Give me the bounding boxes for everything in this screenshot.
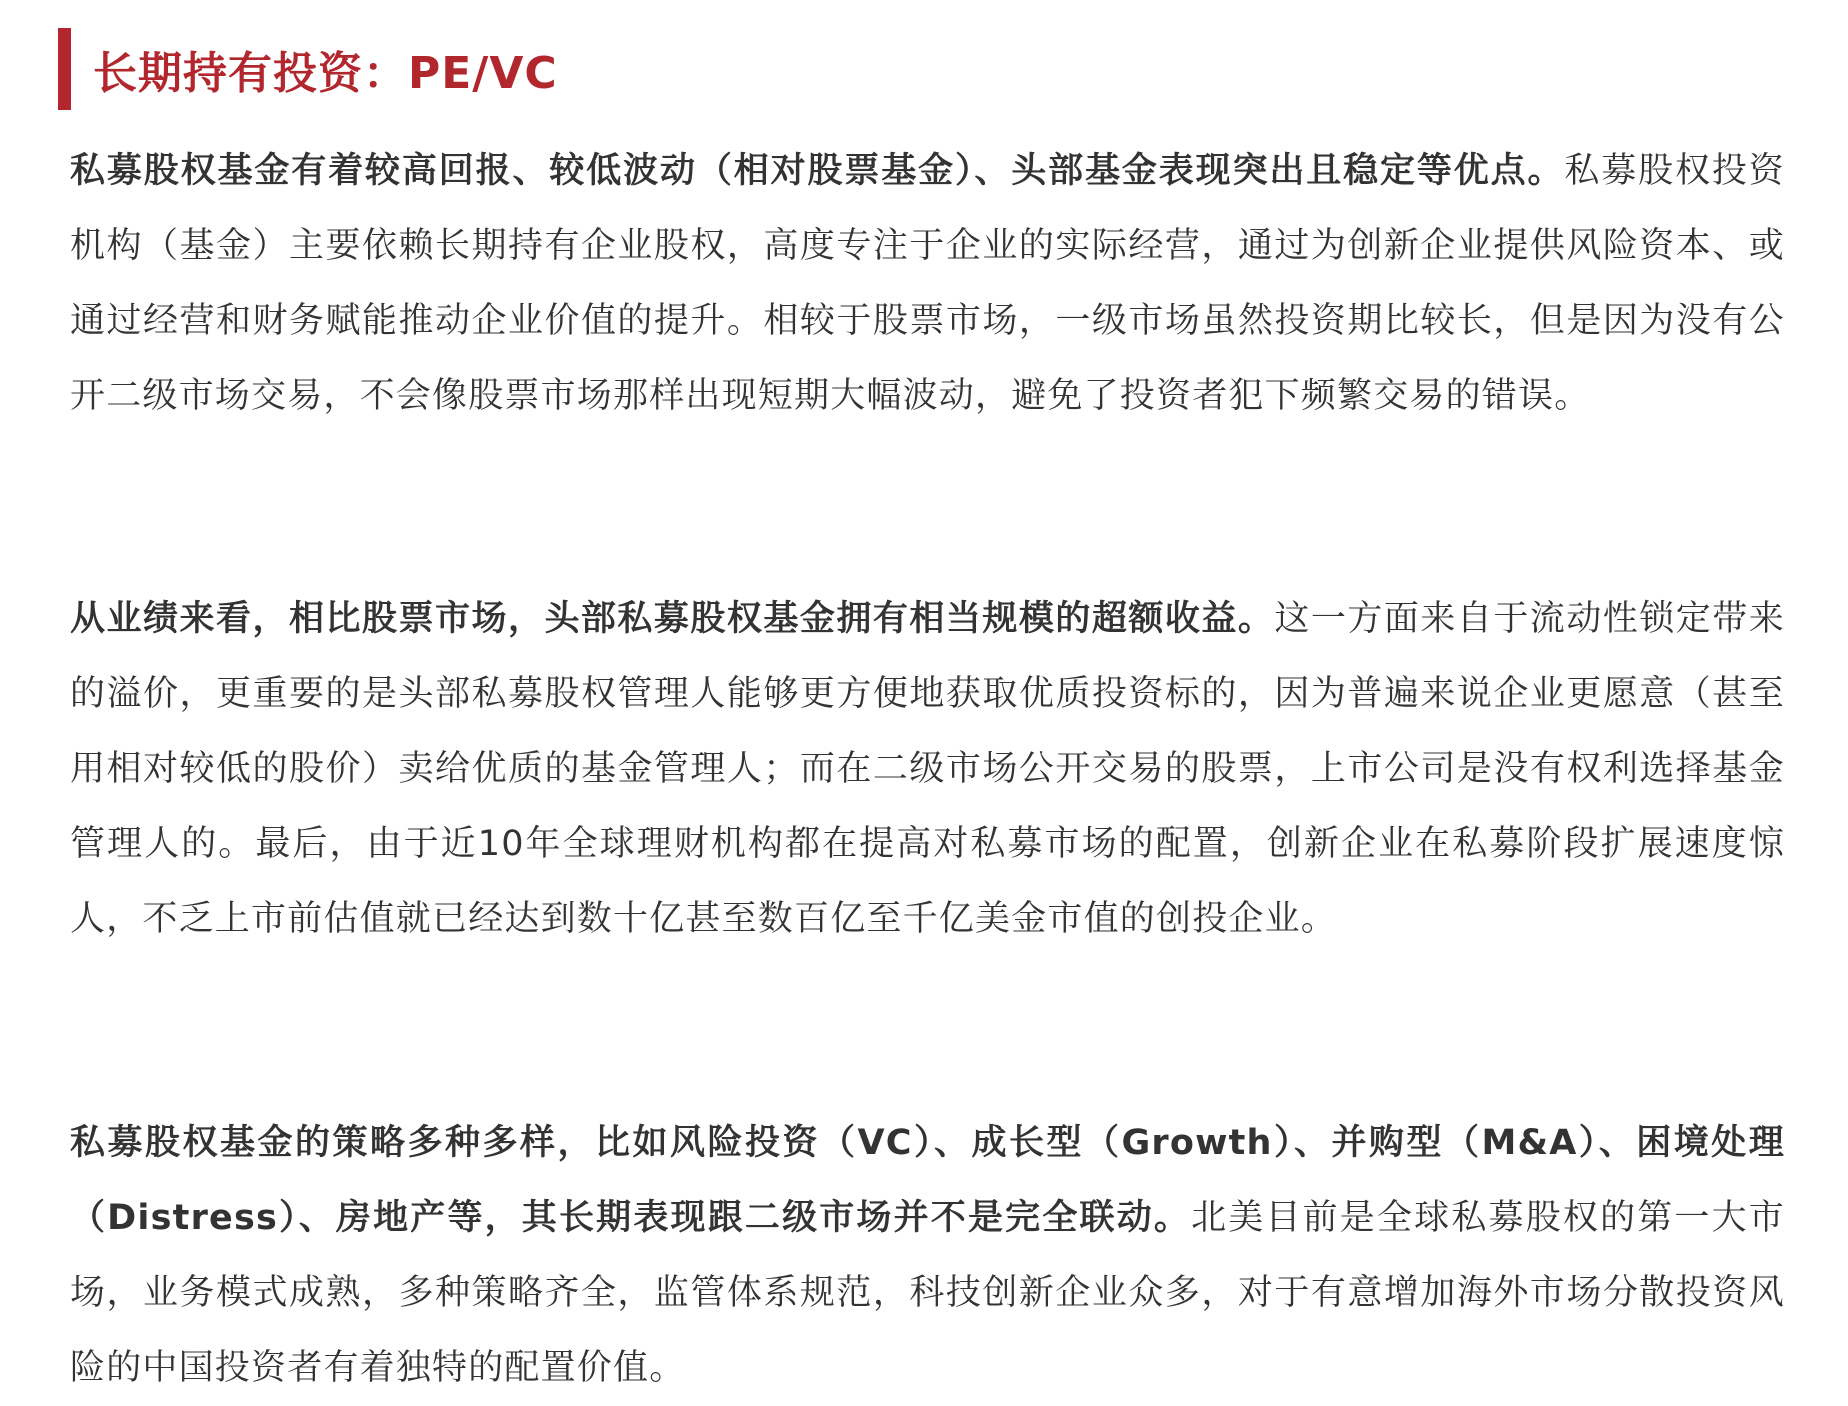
section-heading: [58, 28, 558, 110]
paragraph-1: [70, 134, 1785, 434]
paragraph-2: [70, 582, 1785, 957]
paragraph-3: [70, 1106, 1785, 1406]
paragraph-1-bold: 私募股权基金有着较高回报、较低波动（相对股票基金）、头部基金表现突出且稳定等优点。: [70, 151, 1565, 191]
paragraph-2-text: 这一方面来自于流动性锁定带来的溢价，更重要的是头部私募股权管理人能够更方便地获取优质投资标的，因为普遍来说企业更愿意（甚至用相对较低的股价）卖给优质的基金管理人；而在二级市场公开交易的股票，上市公司是没有权利选择基金管理人的。最后，由于近10年全球理财机构都在提高对私募市场的配置，创新企业在私募阶段扩展速度惊人，不乏上市前估值就已经达到数十亿甚至数百亿至千亿美金市值的创投企业。: [70, 599, 1785, 939]
paragraph-3-text: 北美目前是全球私募股权的第一大市场，业务模式成熟，多种策略齐全，监管体系规范，科技创新企业众多，对于有意增加海外市场分散投资风险的中国投资者有着独特的配置价值。: [70, 1198, 1785, 1388]
section-title: 长期持有投资：PE/VC: [93, 48, 558, 99]
heading-accent-bar: [58, 28, 71, 110]
paragraph-1-text: 私募股权投资机构（基金）主要依赖长期持有企业股权，高度专注于企业的实际经营，通过为创新企业提供风险资本、或通过经营和财务赋能推动企业价值的提升。相较于股票市场，一级市场虽然投资期比较长，但是因为没有公开二级市场交易，不会像股票市场那样出现短期大幅波动，避免了投资者犯下频繁交易的错误。: [70, 151, 1785, 416]
paragraph-3-bold: 私募股权基金的策略多种多样，比如风险投资（VC）、成长型（Growth）、并购型（M&A）、困境处理（Distress）、房地产等，其长期表现跟二级市场并不是完全联动。: [70, 1123, 1785, 1238]
paragraph-2-bold: 从业绩来看，相比股票市场，头部私募股权基金拥有相当规模的超额收益。: [70, 599, 1275, 639]
